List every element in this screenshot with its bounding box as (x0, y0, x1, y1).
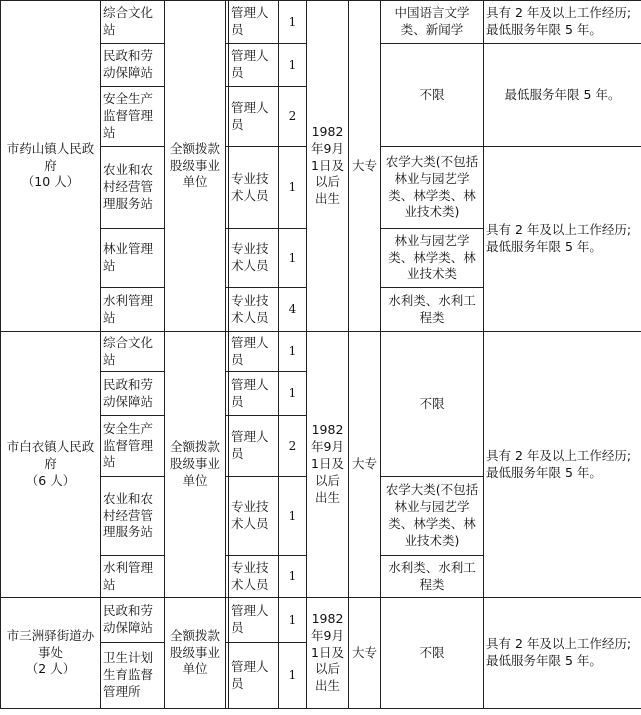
education-cell: 大专 (349, 332, 381, 598)
count-cell: 1 (279, 643, 307, 709)
post-cell: 民政和劳动保障站 (101, 44, 165, 87)
count-cell: 1 (279, 556, 307, 598)
birth-cell: 1982年9月1日及以后出生 (307, 1, 349, 332)
condition-cell: 具有 2 年及以上工作经历;最低服务年限 5 年。 (484, 1, 641, 44)
unit-total: （6 人） (25, 472, 76, 488)
major-cell: 不限 (381, 332, 484, 477)
unit-name: 市白衣镇人民政府 (6, 439, 95, 472)
post-cell: 农业和农村经营管理服务站 (101, 147, 165, 229)
count-cell: 1 (279, 147, 307, 229)
category-cell: 专业技术人员 (229, 556, 279, 598)
post-cell: 民政和劳动保障站 (101, 372, 165, 416)
condition-cell: 具有 2 年及以上工作经历;最低服务年限 5 年。 (484, 598, 641, 709)
post-cell: 水利管理站 (101, 556, 165, 598)
nature-cell: 全额拨款股级事业单位 (165, 598, 226, 709)
category-cell: 管理人员 (229, 643, 279, 709)
post-cell: 卫生计划生育监督管理所 (101, 643, 165, 709)
category-cell: 管理人员 (229, 87, 279, 147)
condition-cell: 具有 2 年及以上工作经历;最低服务年限 5 年。 (484, 332, 641, 598)
unit-total: （10 人） (21, 174, 80, 190)
category-cell: 专业技术人员 (229, 229, 279, 288)
post-cell: 安全生产监督管理站 (101, 87, 165, 147)
major-cell: 林业与园艺学类、林学类、林业技术类 (381, 229, 484, 288)
major-cell: 不限 (381, 598, 484, 709)
post-cell: 林业管理站 (101, 229, 165, 288)
count-cell: 1 (279, 229, 307, 288)
count-cell: 1 (279, 598, 307, 643)
major-cell: 中国语言文学类、新闻学 (381, 1, 484, 44)
unit-cell (1, 332, 101, 598)
unit-name: 市三洲驿街道办事处 (6, 627, 95, 660)
category-cell: 专业技术人员 (229, 288, 279, 332)
birth-cell: 1982年9月1日及以后出生 (307, 332, 349, 598)
post-cell: 综合文化站 (101, 1, 165, 44)
count-cell: 1 (279, 372, 307, 416)
condition-cell: 具有 2 年及以上工作经历;最低服务年限 5 年。 (484, 147, 641, 332)
unit-cell (1, 1, 101, 332)
post-cell: 综合文化站 (101, 332, 165, 372)
unit-total: （2 人） (25, 661, 76, 677)
major-cell: 水利类、水利工程类 (381, 288, 484, 332)
category-cell: 管理人员 (229, 372, 279, 416)
post-cell: 农业和农村经营管理服务站 (101, 477, 165, 556)
count-cell: 1 (279, 1, 307, 44)
category-cell: 管理人员 (229, 1, 279, 44)
category-cell: 管理人员 (229, 598, 279, 643)
education-cell: 大专 (349, 1, 381, 332)
count-cell: 4 (279, 288, 307, 332)
birth-cell: 1982年9月1日及以后出生 (307, 598, 349, 709)
post-cell: 水利管理站 (101, 288, 165, 332)
education-cell: 大专 (349, 598, 381, 709)
major-cell: 水利类、水利工程类 (381, 556, 484, 598)
count-cell: 1 (279, 477, 307, 556)
unit-cell (1, 598, 101, 709)
major-cell: 不限 (381, 44, 484, 147)
major-cell: 农学大类(不包括林业与园艺学类、林学类、林业技术类) (381, 147, 484, 229)
nature-cell: 全额拨款股级事业单位 (165, 332, 226, 598)
post-cell: 民政和劳动保障站 (101, 598, 165, 643)
major-cell: 农学大类(不包括林业与园艺学类、林学类、林业技术类) (381, 477, 484, 556)
count-cell: 2 (279, 416, 307, 477)
table-row (1, 598, 641, 643)
category-cell: 专业技术人员 (229, 147, 279, 229)
condition-cell: 最低服务年限 5 年。 (484, 44, 641, 147)
table-row (1, 1, 641, 44)
nature-cell: 全额拨款股级事业单位 (165, 1, 226, 332)
count-cell: 1 (279, 44, 307, 87)
post-cell: 安全生产监督管理站 (101, 416, 165, 477)
category-cell: 管理人员 (229, 44, 279, 87)
table-row (1, 332, 641, 372)
count-cell: 2 (279, 87, 307, 147)
unit-name: 市药山镇人民政府 (6, 140, 95, 173)
category-cell: 管理人员 (229, 332, 279, 372)
category-cell: 专业技术人员 (229, 477, 279, 556)
category-cell: 管理人员 (229, 416, 279, 477)
count-cell: 1 (279, 332, 307, 372)
